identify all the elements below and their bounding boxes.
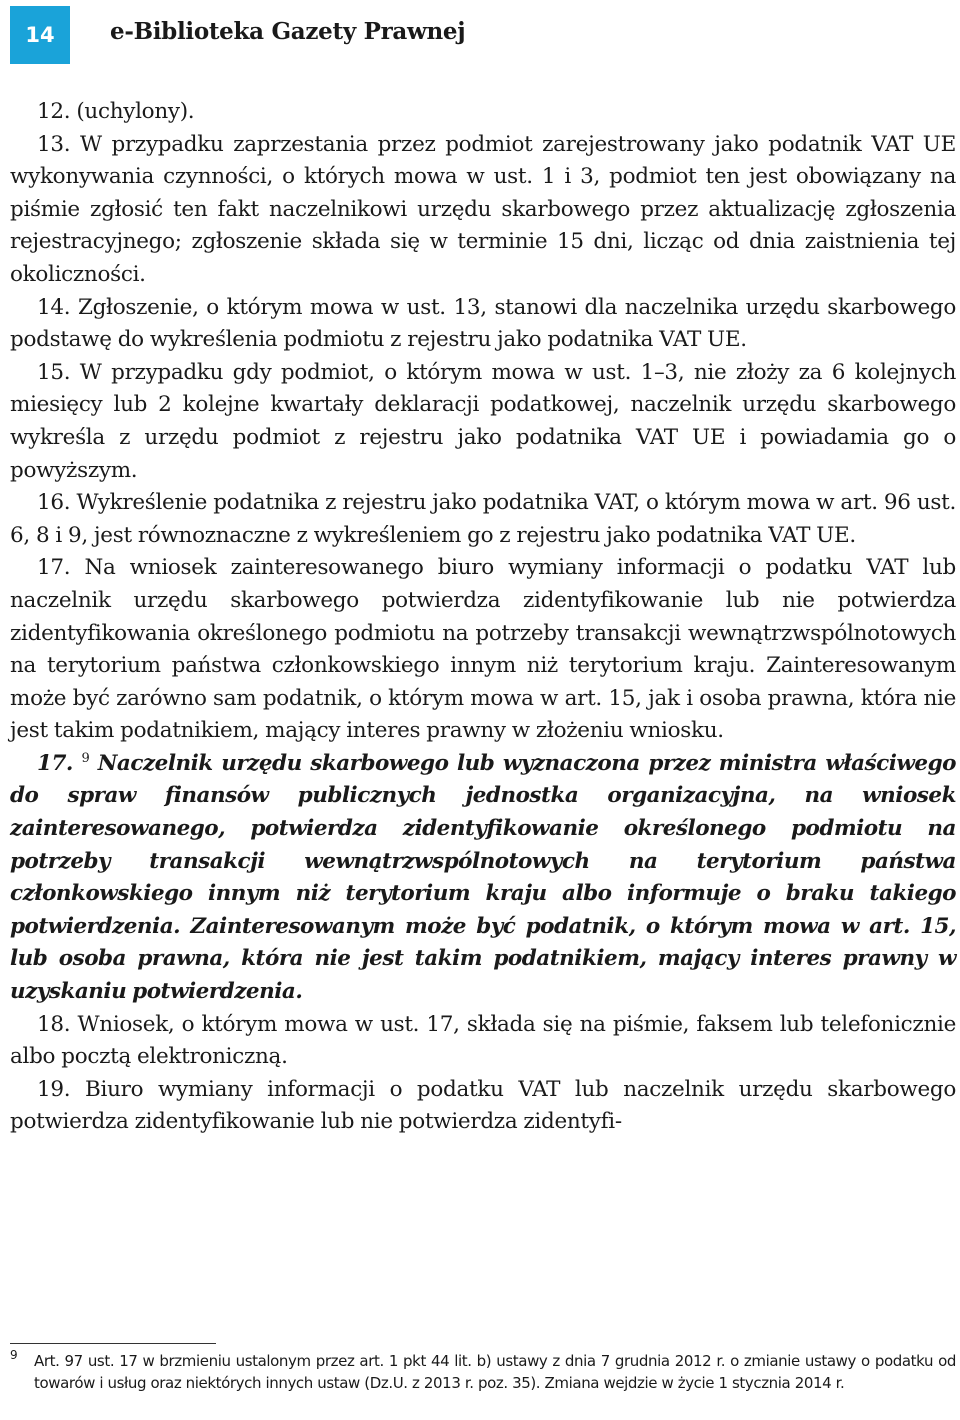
amended-paragraph-text: Naczelnik urzędu skarbowego lub wyznaczona przez ministra właściwego do spraw finansów publicznych jednostka organizacyjna, na wniosek zainteresowanego, potwierdza zidentyfikowanie określonego podmiotu na potrzeby transakcji wewnątrzwspólnotowych na terytorium państwa członkowskiego innym niż terytorium kraju albo informuje o braku takiego potwierdzenia. Zainteresowanym może być podatnik, o którym mowa w art. 15, lub osoba prawna, która nie jest takim podatnikiem, mający interes prawny w uzyskaniu potwierdzenia.: [10, 750, 956, 1005]
paragraph-18: 18. Wniosek, o którym mowa w ust. 17, składa się na piśmie, faksem lub telefonicznie albo pocztą elektroniczną.: [10, 1011, 956, 1070]
paragraph-17: 17. Na wniosek zainteresowanego biuro wymiany informacji o podatku VAT lub naczelnik urzędu skarbowego potwierdza zidentyfikowanie lub nie potwierdza zidentyfikowania określonego podmiotu na potrzeby transakcji wewnątrzwspólnotowych na terytorium państwa członkowskiego innym niż terytorium kraju. Zainteresowanym może być zarówno sam podatnik, o którym mowa w art. 15, jak i osoba prawna, która nie jest takim podatnikiem, mający interes prawny w złożeniu wniosku.: [10, 555, 956, 744]
paragraph-14: 14. Zgłoszenie, o którym mowa w ust. 13, stanowi dla naczelnika urzędu skarbowego podstawę do wykreślenia podmiotu z rejestru jako podatnika VAT UE.: [10, 294, 956, 353]
paragraph-17-amended: [10, 748, 956, 1009]
page-header: [0, 0, 960, 70]
paragraph-12: 12. (uchylony).: [37, 99, 195, 124]
footnote-text: Art. 97 ust. 17 w brzmieniu ustalonym przez art. 1 pkt 44 lit. b) ustawy z dnia 7 grudnia 2012 r. o zmianie ustawy o podatku od towarów i usług oraz niektórych innych ustaw (Dz.U. z 2013 r. poz. 35). Zmiana wejdzie w życie 1 stycznia 2014 r.: [34, 1352, 956, 1392]
paragraph-19: 19. Biuro wymiany informacji o podatku VAT lub naczelnik urzędu skarbowego potwierdza zidentyfikowanie lub nie potwierdza zidentyfi-: [10, 1076, 956, 1135]
footnote-number: 9: [10, 1348, 18, 1362]
footnote-divider: [10, 1343, 216, 1344]
amended-paragraph-number: 17.: [37, 750, 73, 776]
footnote-reference[interactable]: 9: [81, 750, 90, 766]
paragraph-16: 16. Wykreślenie podatnika z rejestru jako podatnika VAT, o którym mowa w art. 96 ust. 6, 8 i 9, jest równoznaczne z wykreśleniem go z rejestru jako podatnika VAT UE.: [10, 490, 956, 548]
footnote: [10, 1350, 956, 1394]
page-number-badge: 14: [10, 6, 70, 64]
paragraph-15: 15. W przypadku gdy podmiot, o którym mowa w ust. 1–3, nie złoży za 6 kolejnych miesięcy lub 2 kolejne kwartały deklaracji podatkowej, naczelnik urzędu skarbowego wykreśla z urzędu podmiot z rejestru jako podatnika VAT UE i powiadamia go o powyższym.: [10, 359, 956, 483]
article-body: [10, 96, 956, 1139]
paragraph-13: 13. W przypadku zaprzestania przez podmiot zarejestrowany jako podatnik VAT UE wykonywania czynności, o których mowa w ust. 1 i 3, podmiot ten jest obowiązany na piśmie zgłosić ten fakt naczelnikowi urzędu skarbowego przez aktualizację zgłoszenia rejestracyjnego; zgłoszenie składa się w terminie 15 dni, licząc od dnia zaistnienia tej okoliczności.: [10, 131, 956, 287]
publication-title: e-Biblioteka Gazety Prawnej: [110, 18, 466, 45]
